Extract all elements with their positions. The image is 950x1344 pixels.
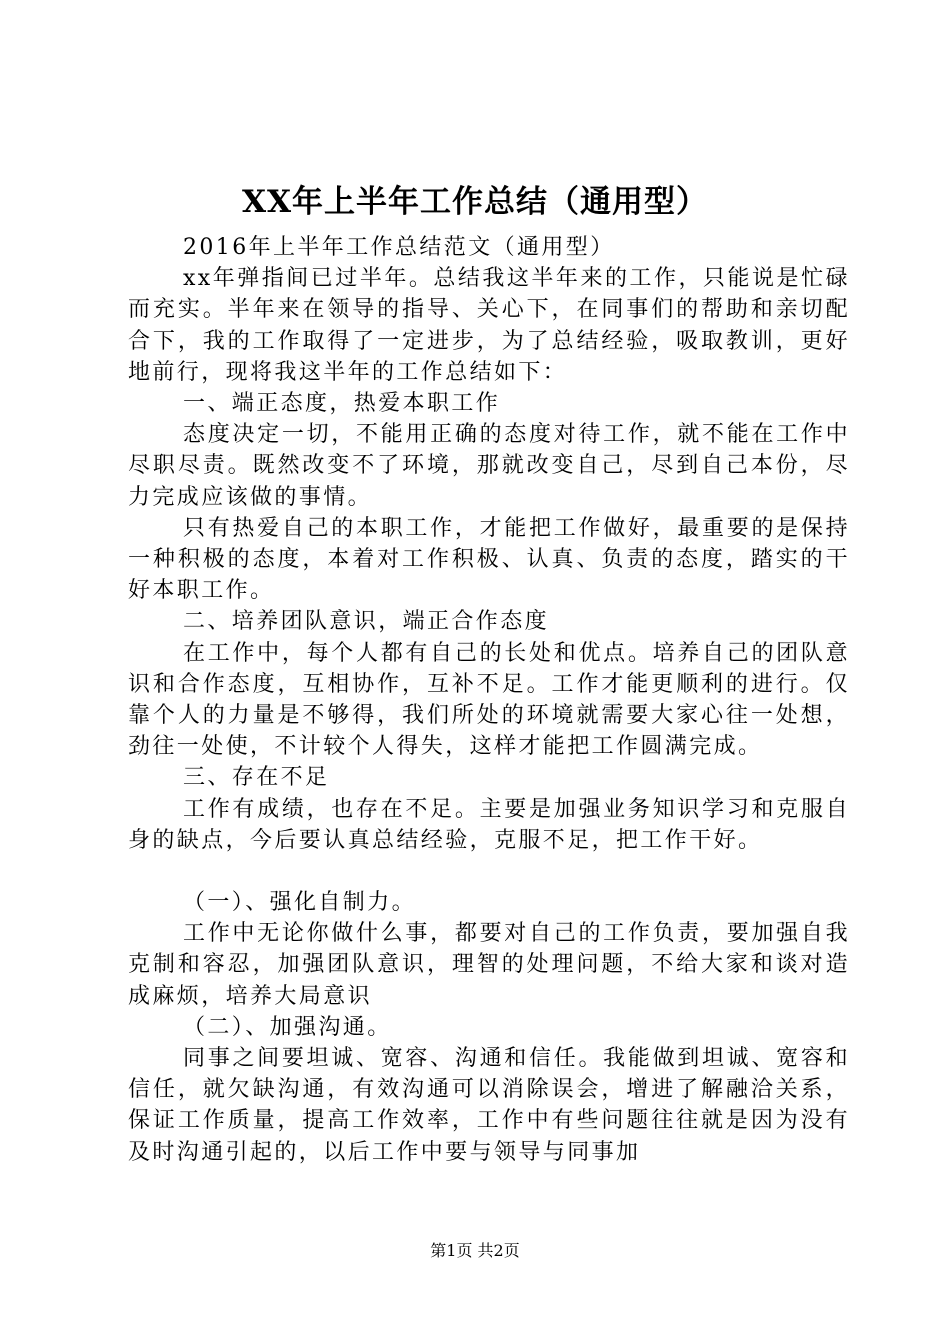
body-paragraph: 同事之间要坦诚、宽容、沟通和信任。我能做到坦诚、宽容和信任，就欠缺沟通，有效沟通可以消除误会，增进了解融洽关系，保证工作质量，提高工作效率，工作中有些问题往往就是因为没有及时沟通引起的，以后工作中要与领导与同事加 xyxy=(128,1046,850,1165)
body-paragraph: 在工作中，每个人都有自己的长处和优点。培养自己的团队意识和合作态度，互相协作，互补不足。工作才能更顺利的进行。仅靠个人的力量是不够得，我们所处的环境就需要大家心往一处想，劲往一处使，不计较个人得失，这样才能把工作圆满完成。 xyxy=(128,640,850,760)
intro-paragraph: xx年弹指间已过半年。总结我这半年来的工作，只能说是忙碌而充实。半年来在领导的指导、关心下，在同事们的帮助和亲切配合下，我的工作取得了一定进步，为了总结经验，吸取教训，更好地前行，现将我这半年的工作总结如下： xyxy=(128,266,850,385)
document-title: XX年上半年工作总结（通用型） xyxy=(241,184,709,220)
body-paragraph: 态度决定一切，不能用正确的态度对待工作，就不能在工作中尽职尽责。既然改变不了环境，那就改变自己，尽到自己本份，尽力完成应该做的事情。 xyxy=(128,422,850,510)
section-heading-3: 三、存在不足 xyxy=(183,765,330,791)
page-footer: 第1页 共2页 xyxy=(430,1241,520,1260)
section-heading-1: 一、端正态度，热爱本职工作 xyxy=(183,391,501,417)
section-heading-2: 二、培养团队意识，端正合作态度 xyxy=(183,609,550,635)
subsection-heading-1: （一）、强化自制力。 xyxy=(183,890,417,916)
body-paragraph: 只有热爱自己的本职工作，才能把工作做好，最重要的是保持一种积极的态度，本着对工作积极、认真、负责的态度，踏实的干好本职工作。 xyxy=(128,515,850,604)
document-body xyxy=(128,232,850,1168)
body-paragraph: 工作有成绩，也存在不足。主要是加强业务知识学习和克服自身的缺点，今后要认真总结经验，克服不足，把工作干好。 xyxy=(128,796,850,853)
body-paragraph: 工作中无论你做什么事，都要对自己的工作负责，要加强自我克制和容忍，加强团队意识，理智的处理问题，不给大家和谈对造成麻烦，培养大局意识 xyxy=(128,921,850,1009)
subtitle-paragraph: 2016年上半年工作总结范文（通用型） xyxy=(183,235,615,260)
subsection-heading-2: （二）、加强沟通。 xyxy=(183,1014,392,1040)
